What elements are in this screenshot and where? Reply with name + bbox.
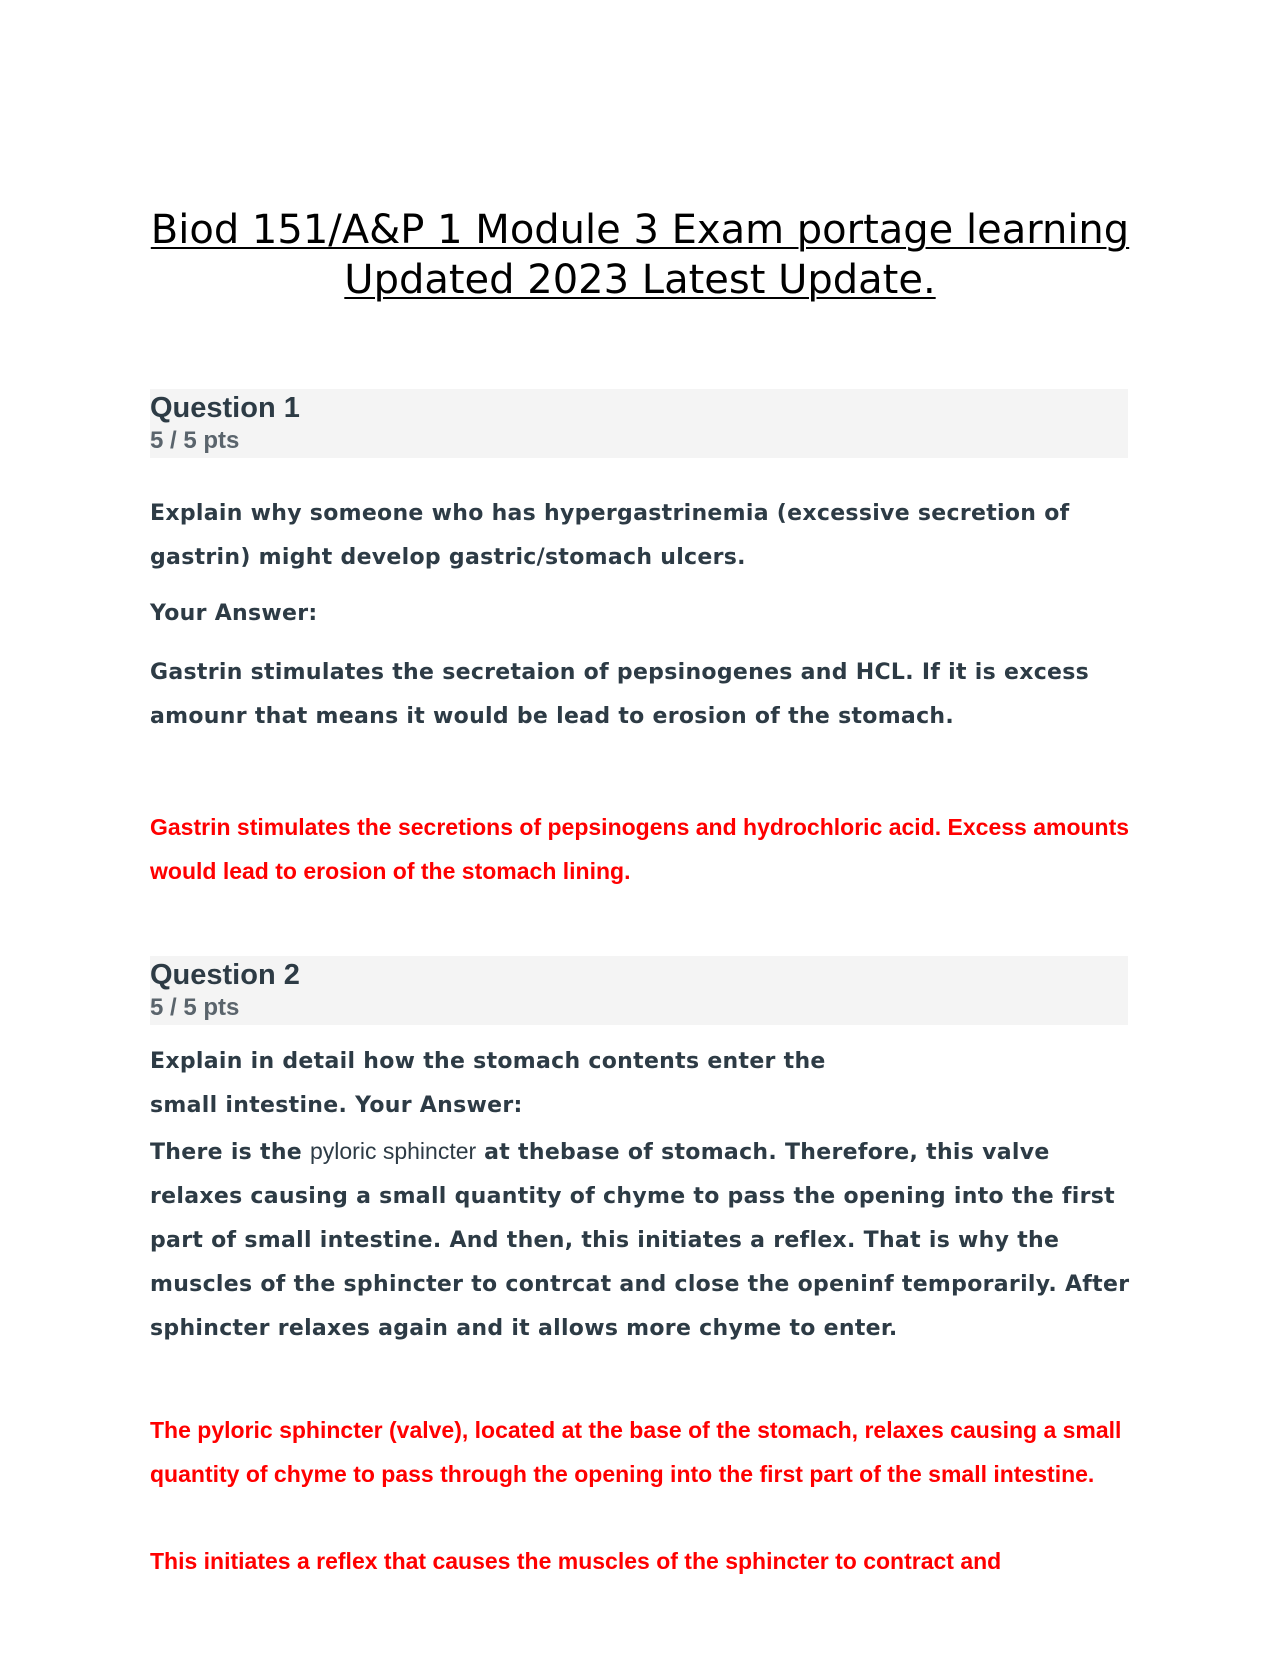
document-title: Biod 151/A&P 1 Module 3 Exam portage learning Updated 2023 Latest Update. [150, 207, 1130, 303]
question-1-points: 5 / 5 pts [150, 427, 240, 454]
question-1-answer-label: Your Answer: [150, 601, 318, 626]
question-2-answer-start: There is the [150, 1140, 303, 1165]
question-2-prompt-line-1: Explain in detail how the stomach contents enter the [150, 1049, 826, 1074]
question-1-title: Question 1 [150, 392, 300, 424]
question-2-answer-label: Your Answer: [355, 1093, 523, 1118]
question-1-header [150, 389, 1128, 458]
question-2-correct-answer-p2: This initiates a reflex that causes the muscles of the sphincter to contract and [150, 1548, 1002, 1574]
question-2-answer [150, 1129, 1135, 1351]
question-1-correct-answer: Gastrin stimulates the secretions of pepsinogens and hydrochloric acid. Excess amounts would lead to erosion of the stomach lining. [150, 814, 1130, 884]
question-2-prompt-end: small intestine. [150, 1093, 348, 1118]
question-2-title: Question 2 [150, 959, 300, 991]
question-2-points: 5 / 5 pts [150, 994, 240, 1021]
question-2-prompt-line-2 [150, 1084, 523, 1128]
question-2-correct-answer-p1: The pyloric sphincter (valve), located at the base of the stomach, relaxes causing a small quantity of chyme to pass through the opening into the first part of the small intestine. [150, 1417, 1122, 1487]
question-2-answer-term: pyloric sphincter [309, 1138, 477, 1164]
question-2-answer-rest: at thebase of stomach. Therefore, this valve relaxes causing a small quantity of chyme to pass the opening into the first part of small intestine. And then, this initiates a reflex. That is why the muscles of the sphincter to contrcat and close the openinf temporarily. After sphincter relaxes again and it allows more chyme to enter. [150, 1140, 1130, 1341]
question-1-answer: Gastrin stimulates the secretaion of pepsinogenes and HCL. If it is excess amounr that means it would be lead to erosion of the stomach. [150, 660, 1090, 729]
question-1-prompt: Explain why someone who has hypergastrinemia (excessive secretion of gastrin) might develop gastric/stomach ulcers. [150, 501, 1070, 570]
question-2-header [150, 956, 1128, 1025]
